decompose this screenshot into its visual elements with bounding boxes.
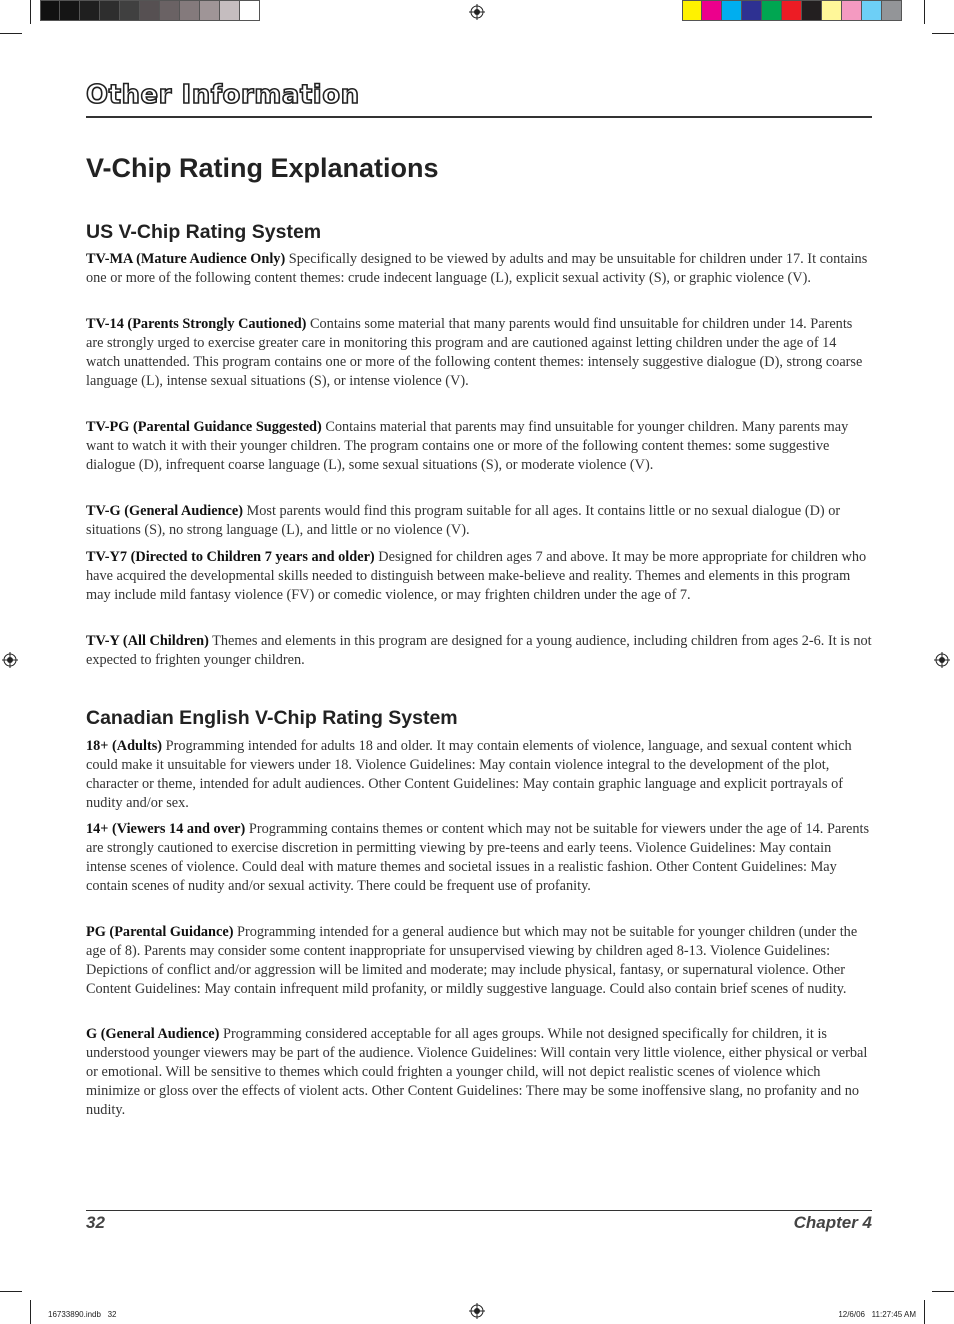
rating-description: Designed for children ages 7 and above. It may be more appropriate for children who have acquired the developmental skills needed to distinguish between make-believe and reality. Themes and elements in this program may include mild fantasy violence (FV) or comedic violence, or may frighten children under the age of 7.	[86, 549, 867, 603]
rating-description: Contains material that parents may find unsuitable for younger children. Many parents may want to watch it with their younger children. The program contains one or more of the following content themes: some suggestive dialogue (D), infrequent coarse language (L), some sexual situations (S), or moderate violence (V).	[86, 419, 849, 473]
rating-term: TV-Y (All Children)	[86, 633, 209, 649]
color-swatch	[722, 0, 742, 21]
registration-mark-icon	[934, 652, 950, 668]
gray-swatch	[120, 0, 140, 21]
gray-swatch	[60, 0, 80, 21]
crop-mark	[30, 0, 31, 24]
header-divider	[86, 116, 872, 118]
gray-swatch	[220, 0, 240, 21]
rating-description: Programming intended for a general audience but which may not be suitable for younger children (under the age of 8). Parents may consider some content inappropriate for unsupervised viewing by children aged 8-13. Violence Guidelines: Depictions of conflict and/or aggression will be limited and moderate; may include physical, fantasy, or supernatural violence. Other Content Guidelines: May contain infrequent mild profanity, or mildly suggestive language. Could also contain brief scenes of nudity.	[86, 924, 858, 997]
gray-swatch	[40, 0, 60, 21]
rating-description: Contains some material that many parents would find unsuitable for children under 14. Parents are strongly urged to exercise greater care in monitoring this program and are cautioned against letting children under the age of 14 watch unattended. This program contains one or more of the following content themes: intensely suggestive dialogue (D), strong coarse language (L), intense sexual situations (S), or intense violence (V).	[86, 316, 863, 389]
rating-entry-pg	[86, 923, 872, 999]
rating-description: Specifically designed to be viewed by adults and may be unsuitable for children under 17. It contains one or more of the following content themes: crude indecent language (L), explicit sexual activity (S), or graphic violence (V).	[86, 251, 868, 286]
process-color-bar	[682, 0, 902, 21]
gray-swatch	[200, 0, 220, 21]
crop-mark	[932, 33, 954, 34]
print-slug-date: 12/6/06 11:27:45 AM	[838, 1310, 916, 1319]
crop-mark	[924, 0, 925, 24]
rating-entry-tv-y7	[86, 548, 872, 605]
rating-entry-tv-14	[86, 315, 872, 391]
rating-entry-14-plus	[86, 820, 872, 896]
rating-entry-tv-pg	[86, 418, 872, 475]
color-swatch	[862, 0, 882, 21]
rating-description: Programming considered acceptable for all ages groups. While not designed specifically for children, it is understood younger viewers may be part of the audience. Violence Guidelines: Will contain very little violence, either physical or verbal or emotional. Will be sensitive to themes which could frighten a younger child, will not depict realistic scenes of violence which minimize or gloss over the effects of violent acts. Other Content Guidelines: There may be some inoffensive slang, no profanity and no nudity.	[86, 1026, 868, 1118]
color-swatch	[742, 0, 762, 21]
rating-entry-g	[86, 1025, 872, 1120]
grayscale-color-bar	[40, 0, 260, 21]
page-title: V-Chip Rating Explanations	[86, 153, 439, 183]
rating-term: TV-14 (Parents Strongly Cautioned)	[86, 316, 307, 332]
crop-mark	[924, 1300, 925, 1324]
registration-mark-icon	[2, 652, 18, 668]
color-swatch	[822, 0, 842, 21]
rating-entry-tv-ma	[86, 250, 872, 288]
rating-entry-18-plus	[86, 737, 872, 813]
rating-description: Themes and elements in this program are designed for a young audience, including children from ages 2-6. It is not expected to frighten younger children.	[86, 633, 872, 668]
gray-swatch	[240, 0, 260, 21]
rating-description: Programming contains themes or content which may not be suitable for viewers under the age of 14. Parents are strongly cautioned to exercise discretion in permitting viewing by pre-teens and early teens. Violence Guidelines: May contain intense scenes of violence. Could deal with mature themes and societal issues in a realistic fashion. Other Content Guidelines: May contain scenes of nudity and/or sexual activity. There could be frequent use of profanity.	[86, 821, 870, 894]
color-swatch	[802, 0, 822, 21]
crop-mark	[932, 1291, 954, 1292]
section-header: Other Information	[86, 80, 360, 110]
registration-mark-icon	[469, 1303, 485, 1319]
rating-term: 14+ (Viewers 14 and over)	[86, 821, 246, 837]
crop-mark	[30, 1300, 31, 1324]
us-section-heading: US V-Chip Rating System	[86, 221, 322, 243]
print-slug-file: 16733890.indb 32	[48, 1310, 117, 1319]
rating-entry-tv-g	[86, 502, 872, 540]
color-swatch	[762, 0, 782, 21]
footer-divider	[86, 1210, 872, 1211]
rating-entry-tv-y	[86, 632, 872, 670]
gray-swatch	[80, 0, 100, 21]
canada-section-heading: Canadian English V-Chip Rating System	[86, 707, 458, 729]
chapter-label: Chapter 4	[793, 1213, 872, 1232]
registration-mark-icon	[469, 4, 485, 20]
gray-swatch	[160, 0, 180, 21]
rating-term: TV-Y7 (Directed to Children 7 years and older)	[86, 549, 375, 565]
rating-term: 18+ (Adults)	[86, 738, 163, 754]
rating-term: TV-G (General Audience)	[86, 503, 243, 519]
rating-term: G (General Audience)	[86, 1026, 220, 1042]
gray-swatch	[100, 0, 120, 21]
color-swatch	[782, 0, 802, 21]
color-swatch	[682, 0, 702, 21]
crop-mark	[0, 33, 22, 34]
page-number: 32	[86, 1213, 105, 1232]
color-swatch	[842, 0, 862, 21]
rating-description: Programming intended for adults 18 and older. It may contain elements of violence, language, and sexual content which could make it unsuitable for viewers under 18. Violence Guidelines: May contain violence integral to the development of the plot, character or theme, intended for adult audiences. Other Content Guidelines: May contain graphic language and explicit portrayals of nudity and/or sex.	[86, 738, 852, 811]
gray-swatch	[140, 0, 160, 21]
rating-term: TV-MA (Mature Audience Only)	[86, 251, 286, 267]
rating-description: Most parents would find this program suitable for all ages. It contains little or no sexual dialogue (D) or situations (S), no strong language (L), and little or no violence (V).	[86, 503, 841, 538]
color-swatch	[882, 0, 902, 21]
gray-swatch	[180, 0, 200, 21]
color-swatch	[702, 0, 722, 21]
rating-term: PG (Parental Guidance)	[86, 924, 234, 940]
crop-mark	[0, 1291, 22, 1292]
rating-term: TV-PG (Parental Guidance Suggested)	[86, 419, 322, 435]
